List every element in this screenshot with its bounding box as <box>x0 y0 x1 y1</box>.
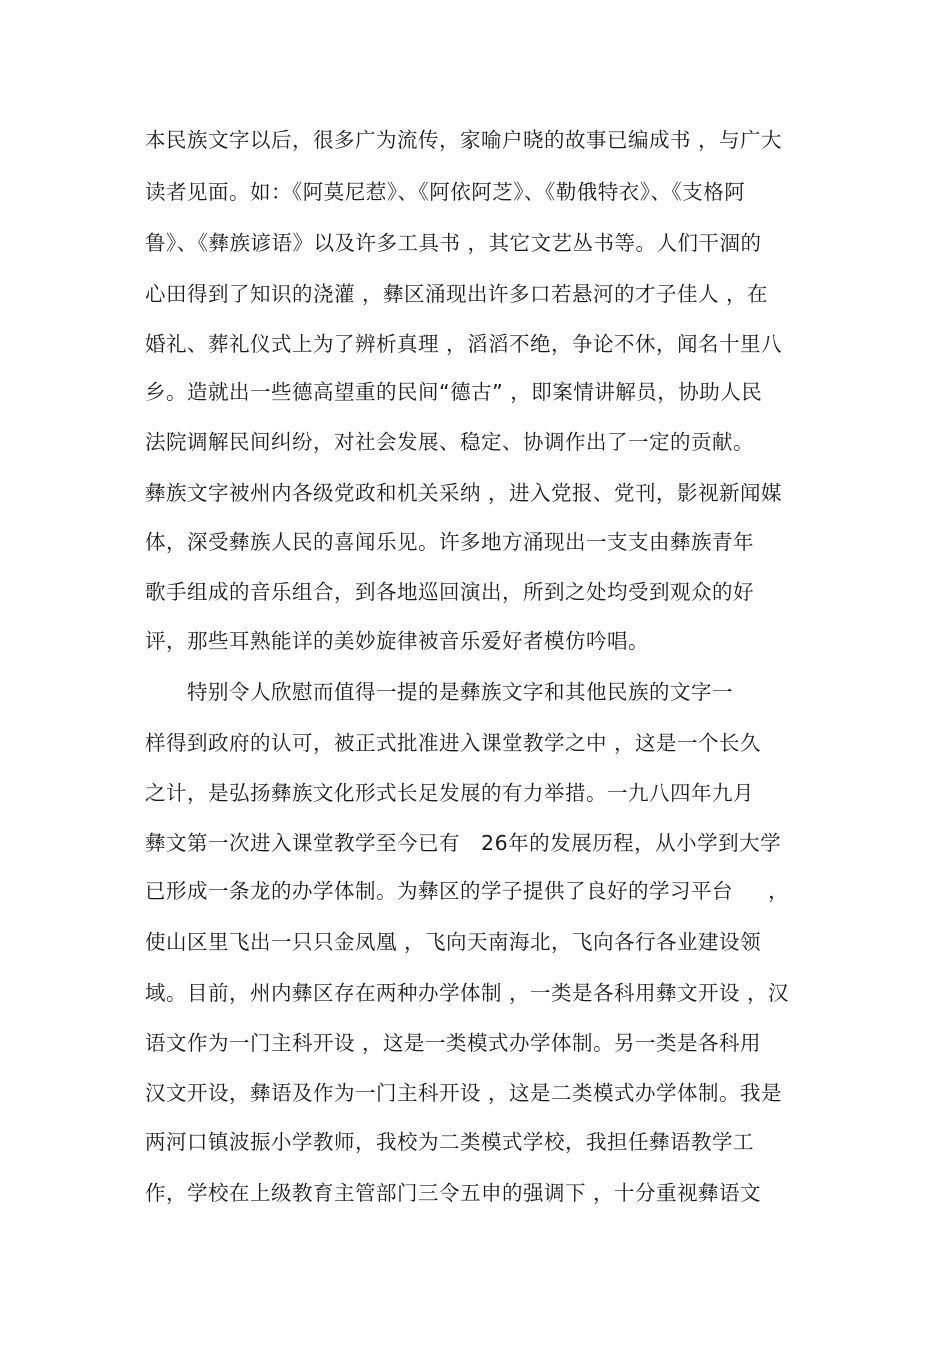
text-line: 作，学校在上级教育主管部门三令五申的强调下 ，十分重视彝语文 <box>145 1181 762 1205</box>
text-line: 汉文开设，彝语及作为一门主科开设 ，这是二类模式办学体制。我是 <box>145 1081 783 1105</box>
text-line: 样得到政府的认可，被正式批准进入课堂教学之中 ，这是一个长久 <box>145 731 762 755</box>
text-line: 域。目前，州内彝区存在两种办学体制 ，一类是各科用彝文开设 ，汉 <box>145 981 790 1005</box>
text-line: 读者见面。如：《阿莫尼惹》、《阿依阿芝》、《勒俄特衣》、《支格阿 <box>145 180 746 204</box>
paragraph-first-line: 特别令人欣慰而值得一提的是彝族文字和其他民族的文字一 <box>187 680 733 704</box>
text-line: 婚礼、葬礼仪式上为了辨析真理 ，滔滔不绝，争论不休，闻名十里八 <box>145 332 783 356</box>
text-line: 已形成一条龙的办学体制。为彝区的学子提供了良好的学习平台 ， <box>145 879 790 903</box>
text-line: 歌手组成的音乐组合，到各地巡回演出，所到之处均受到观众的好 <box>145 580 754 604</box>
text-line: 本民族文字以后，很多广为流传，家喻户晓的故事已编成书 ，与广大 <box>145 128 783 152</box>
text-line: 彝族文字被州内各级党政和机关采纳 ，进入党报、党刊，影视新闻媒 <box>145 481 783 505</box>
text-line: 鲁》、《彝族谚语》以及许多工具书 ，其它文艺丛书等。人们干涸的 <box>145 231 762 255</box>
text-line: 之计，是弘扬彝族文化形式长足发展的有力举措。一九八四年九月 <box>145 781 754 805</box>
text-line: 体，深受彝族人民的喜闻乐见。许多地方涌现出一支支由彝族青年 <box>145 530 754 554</box>
text-line: 法院调解民间纠纷，对社会发展、稳定、协调作出了一定的贡献。 <box>145 430 754 454</box>
text-line: 两河口镇波振小学教师，我校为二类模式学校，我担任彝语教学工 <box>145 1130 754 1154</box>
text-line: 彝文第一次进入课堂教学至今已有 26年的发展历程，从小学到大学 <box>145 831 782 855</box>
text-line: 使山区里飞出一只只金凤凰 ，飞向天南海北，飞向各行各业建设领 <box>145 930 762 954</box>
text-line: 评，那些耳熟能详的美妙旋律被音乐爱好者模仿吟唱。 <box>145 629 649 653</box>
text-line: 乡。造就出一些德高望重的民间“德古” ，即案情讲解员，协助人民 <box>145 380 763 404</box>
text-line: 心田得到了知识的浇灌 ，彝区涌现出许多口若悬河的才子佳人 ，在 <box>145 282 769 306</box>
text-line: 语文作为一门主科开设 ，这是一类模式办学体制。另一类是各科用 <box>145 1031 762 1055</box>
